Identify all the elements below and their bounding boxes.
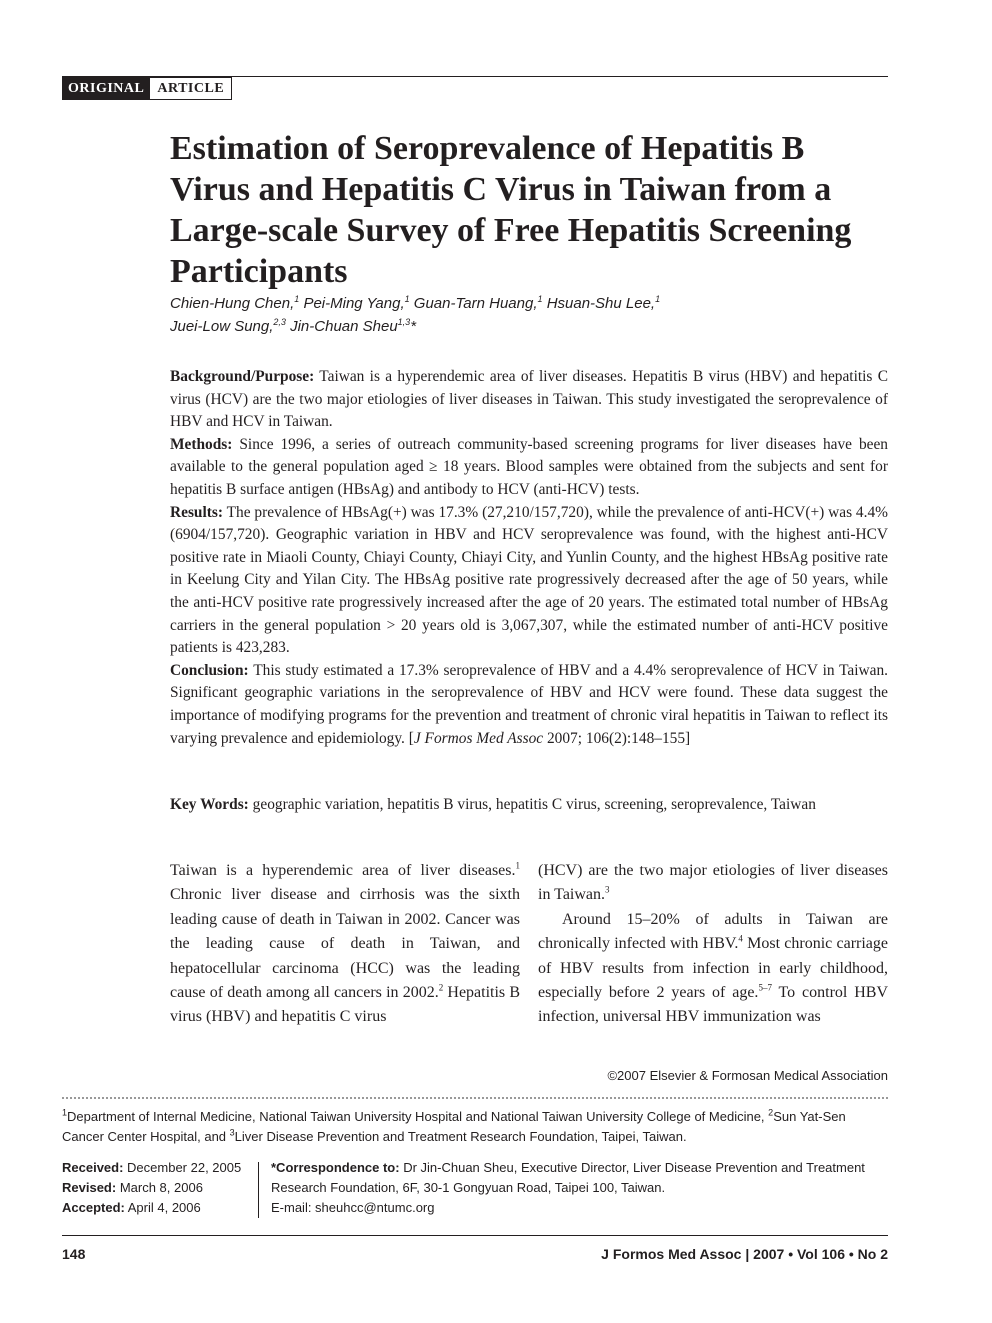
author-name: Hsuan-Shu Lee, — [546, 295, 656, 312]
author-name: Chien-Hung Chen, — [170, 295, 295, 312]
dotted-divider — [62, 1097, 888, 1099]
revised-value: March 8, 2006 — [116, 1180, 203, 1195]
author-affiliation: 2,3 — [273, 317, 286, 327]
page-number: 148 — [62, 1246, 86, 1262]
results-label: Results: — [170, 503, 224, 521]
author-list — [170, 292, 890, 338]
body-paragraph — [538, 908, 888, 1030]
correspondence-text: Dr Jin-Chuan Sheu, Executive Director, Liver Disease Prevention and Treatment Research Foundation, 6F, 30-1 Gongyuan Road, Taipei 100, Taiwan. — [271, 1160, 865, 1195]
body-text: Taiwan is a hyperendemic area of liver diseases. — [170, 862, 516, 879]
journal-info: J Formos Med Assoc | 2007 • Vol 106 • No 2 — [601, 1246, 888, 1262]
body-column-right — [538, 859, 888, 1030]
author-affiliation: 1 — [537, 294, 543, 304]
abstract — [170, 366, 888, 750]
abstract-results — [170, 502, 888, 660]
body-paragraph — [538, 859, 888, 908]
accepted-label: Accepted: — [62, 1200, 125, 1215]
background-text: Taiwan is a hyperendemic area of liver diseases. Hepatitis B virus (HBV) and hepatitis C virus (HCV) are the two major etiologies of liver diseases in Taiwan. This study investigated the seroprevalence of HBV and HCV in Taiwan. — [170, 368, 888, 431]
author-name: Jin-Chuan Sheu — [290, 318, 398, 335]
abstract-methods — [170, 434, 888, 502]
results-text: The prevalence of HBsAg(+) was 17.3% (27,210/157,720), while the prevalence of anti-HCV(+) was 4.4% (6904/157,720). Geographic variation in HBV and HCV seroprevalence was found, with the highest anti-HCV positive rate in Miaoli County, Chiayi County, Chiayi City, and Yunlin County, and the highest HBsAg positive rate in Keelung City and Yilan City. The HBsAg positive rate progressively decreased after the age of 50 years, while the anti-HCV positive rate progressively increased after the age of 20 years. The estimated total number of HBsAg carriers in the general population > 20 years old is 3,067,307, while the estimated number of anti-HCV positive patients is 423,283. — [170, 503, 888, 657]
footer-divider — [258, 1162, 259, 1218]
author-affiliation: 1 — [294, 294, 300, 304]
revised-label: Revised: — [62, 1180, 117, 1195]
body-text: Around 15–20% of adults in Taiwan are chronically infected with HBV. — [538, 910, 888, 953]
copyright: ©2007 Elsevier & Formosan Medical Association — [607, 1068, 888, 1083]
accepted-date — [62, 1198, 262, 1218]
reference-link[interactable]: 4 — [738, 933, 743, 944]
received-label: Received: — [62, 1160, 124, 1175]
body-paragraph — [170, 859, 520, 1030]
affiliation-number: 1 — [62, 1107, 68, 1118]
author-affiliation: 1 — [655, 294, 661, 304]
affiliation-text: Liver Disease Prevention and Treatment Research Foundation, Taipei, Taiwan. — [234, 1129, 687, 1144]
accepted-value: April 4, 2006 — [124, 1200, 201, 1215]
revised-date — [62, 1178, 262, 1198]
corresponding-mark: * — [410, 318, 417, 335]
affiliation-number: 2 — [768, 1107, 774, 1118]
author-affiliation: 1 — [404, 294, 410, 304]
correspondence — [271, 1158, 891, 1218]
article-type-tag — [62, 77, 232, 100]
body-text: Chronic liver disease and cirrhosis was the sixth leading cause of death in Taiwan in 2002. Cancer was the leading cause of death in Taiwan, and hepatocellular carcinoma (HCC) was the leading cause of death among all cancers in 2002. — [170, 886, 520, 1002]
author-name: Guan-Tarn Huang, — [413, 295, 538, 312]
reference-link[interactable]: 3 — [605, 885, 610, 896]
author-affiliation: 1,3 — [397, 317, 411, 327]
abstract-conclusion — [170, 660, 888, 750]
conclusion-text: This study estimated a 17.3% seroprevalence of HBV and a 4.4% seroprevalence of HCV in Taiwan. Significant geographic variations in the seroprevalence of HBV and HCV were found. These data suggest the importance of modifying programs for the prevention and treatment of chronic viral hepatitis in Taiwan to reflect its varying prevalence and epidemiology. [ — [170, 661, 888, 747]
tag-article: ARTICLE — [150, 77, 232, 100]
keywords-label: Key Words: — [170, 796, 249, 813]
received-date — [62, 1158, 262, 1178]
methods-label: Methods: — [170, 435, 233, 453]
bottom-rule — [62, 1235, 888, 1236]
keywords — [170, 794, 888, 816]
body-text: Hepatitis B virus (HBV) and hepatitis C virus — [170, 984, 521, 1026]
reference-link[interactable]: 5–7 — [758, 982, 772, 993]
reference-link[interactable]: 1 — [515, 860, 520, 871]
affiliation-number: 3 — [229, 1127, 235, 1138]
citation-details: 2007; 106(2):148–155] — [543, 729, 691, 747]
received-value: December 22, 2005 — [123, 1160, 242, 1175]
body-text: (HCV) are the two major etiologies of liver diseases in Taiwan. — [538, 862, 888, 904]
citation-journal: J Formos Med Assoc — [413, 729, 544, 747]
conclusion-label: Conclusion: — [170, 661, 249, 679]
body-column-left — [170, 859, 520, 1030]
article-dates — [62, 1158, 262, 1218]
reference-link[interactable]: 2 — [438, 982, 444, 993]
article-title: Estimation of Seroprevalence of Hepatitis B Virus and Hepatitis C Virus in Taiwan from a Large-scale Survey of Free Hepatitis Screening Participants — [170, 130, 852, 290]
tag-original: ORIGINAL — [62, 77, 150, 100]
keywords-text: geographic variation, hepatitis B virus, hepatitis C virus, screening, seroprevalence, Taiwan — [252, 796, 816, 813]
methods-text: Since 1996, a series of outreach community-based screening programs for liver diseases have been available to the general population aged ≥ 18 years. Blood samples were obtained from the subjects and sent for hepatitis B surface antigen (HBsAg) and antibody to HCV (anti-HCV) tests. — [170, 435, 888, 498]
body-text: To control HBV infection, universal HBV immunization was — [538, 984, 888, 1026]
affiliations — [62, 1107, 888, 1147]
background-label: Background/Purpose: — [170, 368, 315, 385]
author-name: Pei-Ming Yang, — [303, 295, 405, 312]
abstract-background — [170, 366, 888, 434]
affiliation-text: Sun Yat-Sen Cancer Center Hospital, and — [62, 1109, 846, 1144]
email-link[interactable]: E-mail: sheuhcc@ntumc.org — [271, 1200, 435, 1215]
author-name: Juei-Low Sung, — [170, 318, 274, 335]
correspondence-label: *Correspondence to: — [271, 1160, 400, 1175]
body-text: Most chronic carriage of HBV results from infection in early childhood, especially before 2 years of age. — [538, 935, 888, 1002]
affiliation-text: Department of Internal Medicine, National Taiwan University Hospital and National Taiwan University College of Medicine, — [67, 1109, 769, 1124]
